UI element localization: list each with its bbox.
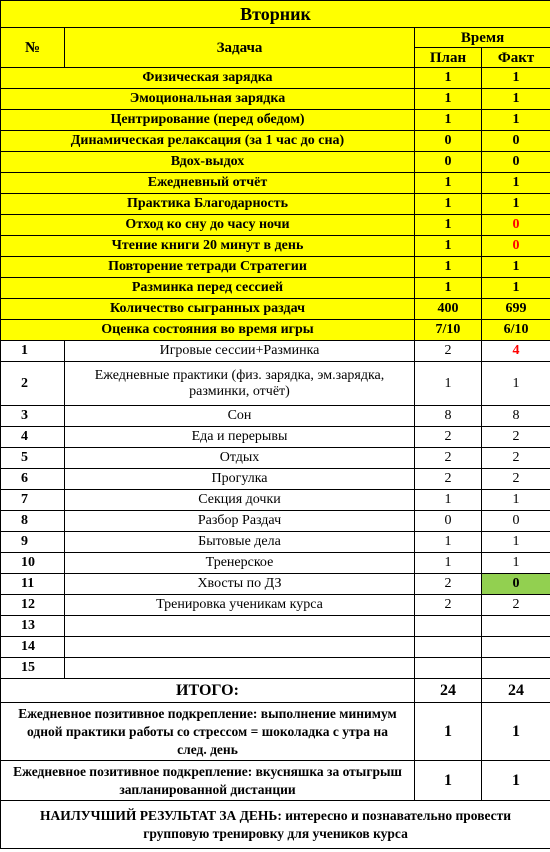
header-row-1 [1, 28, 550, 48]
total-label: ИТОГО: [1, 679, 415, 703]
habit-fact: 699 [482, 299, 550, 320]
habit-plan: 1 [415, 194, 482, 215]
habit-fact: 1 [482, 278, 550, 299]
habit-task: Чтение книги 20 минут в день [1, 236, 415, 257]
habit-task: Центрирование (перед обедом) [1, 110, 415, 131]
habit-fact: 1 [482, 68, 550, 89]
title-row [1, 1, 550, 28]
habit-task: Эмоциональная зарядка [1, 89, 415, 110]
best-result [1, 801, 550, 849]
task-fact [482, 658, 550, 679]
task-row [1, 362, 550, 406]
habit-row [1, 320, 550, 341]
task-name: Игровые сессии+Разминка [65, 341, 415, 362]
task-number: 6 [1, 469, 65, 490]
best-result-text: интересно и познавательно провести групповую тренировку для учеников курса [143, 807, 512, 841]
reinforcement-label: Ежедневное позитивное подкрепление: вкусняшка за отыгрыш запланированной дистанции [1, 761, 415, 801]
task-number: 13 [1, 616, 65, 637]
task-number: 2 [1, 362, 65, 406]
task-fact [482, 616, 550, 637]
habit-fact: 1 [482, 194, 550, 215]
task-fact: 2 [482, 595, 550, 616]
header-task: Задача [65, 28, 415, 68]
habit-row [1, 68, 550, 89]
header-plan: План [415, 48, 482, 68]
task-row [1, 511, 550, 532]
habit-plan: 1 [415, 278, 482, 299]
task-number: 1 [1, 341, 65, 362]
habit-fact: 1 [482, 89, 550, 110]
habit-task: Разминка перед сессией [1, 278, 415, 299]
reinforcement-plan: 1 [415, 761, 482, 801]
task-row [1, 448, 550, 469]
habit-fact: 0 [482, 215, 550, 236]
habit-plan: 1 [415, 215, 482, 236]
task-plan: 8 [415, 406, 482, 427]
task-plan: 2 [415, 469, 482, 490]
header-num: № [1, 28, 65, 68]
task-fact: 0 [482, 574, 550, 595]
task-fact: 8 [482, 406, 550, 427]
habit-plan: 0 [415, 152, 482, 173]
task-row [1, 532, 550, 553]
task-row [1, 595, 550, 616]
habit-row [1, 152, 550, 173]
reinforcement-plan: 1 [415, 703, 482, 761]
task-row [1, 469, 550, 490]
task-name: Ежедневные практики (физ. зарядка, эм.зарядка, разминки, отчёт) [65, 362, 415, 406]
reinforcement-row [1, 761, 550, 801]
task-number: 15 [1, 658, 65, 679]
task-name [65, 658, 415, 679]
task-row [1, 658, 550, 679]
task-plan [415, 637, 482, 658]
task-plan: 2 [415, 595, 482, 616]
task-row [1, 406, 550, 427]
habit-task: Практика Благодарность [1, 194, 415, 215]
task-name: Прогулка [65, 469, 415, 490]
habit-row [1, 173, 550, 194]
habit-plan: 1 [415, 110, 482, 131]
task-name: Отдых [65, 448, 415, 469]
habit-task: Ежедневный отчёт [1, 173, 415, 194]
task-row [1, 616, 550, 637]
task-number: 5 [1, 448, 65, 469]
task-number: 12 [1, 595, 65, 616]
reinforcement-fact: 1 [482, 703, 550, 761]
task-fact: 1 [482, 490, 550, 511]
task-row [1, 637, 550, 658]
habit-plan: 1 [415, 257, 482, 278]
habit-row [1, 278, 550, 299]
habit-plan: 1 [415, 89, 482, 110]
habit-fact: 0 [482, 152, 550, 173]
task-row [1, 553, 550, 574]
habit-task: Вдох-выдох [1, 152, 415, 173]
task-name: Разбор Раздач [65, 511, 415, 532]
task-plan: 1 [415, 553, 482, 574]
task-name: Еда и перерывы [65, 427, 415, 448]
task-name [65, 616, 415, 637]
habit-fact: 1 [482, 257, 550, 278]
habit-row [1, 236, 550, 257]
habit-task: Отход ко сну до часу ночи [1, 215, 415, 236]
task-plan: 2 [415, 427, 482, 448]
task-plan: 2 [415, 574, 482, 595]
total-row [1, 679, 550, 703]
habit-plan: 1 [415, 236, 482, 257]
best-result-label: НАИЛУЧШИЙ РЕЗУЛЬТАТ ЗА ДЕНЬ: [39, 807, 282, 823]
reinforcement-row [1, 703, 550, 761]
habit-fact: 6/10 [482, 320, 550, 341]
task-row [1, 427, 550, 448]
habit-row [1, 299, 550, 320]
header-time: Время [415, 28, 550, 48]
habit-row [1, 110, 550, 131]
habit-plan: 0 [415, 131, 482, 152]
task-plan [415, 658, 482, 679]
day-title: Вторник [1, 1, 550, 28]
task-number: 8 [1, 511, 65, 532]
reinforcement-fact: 1 [482, 761, 550, 801]
task-fact: 4 [482, 341, 550, 362]
task-fact: 2 [482, 448, 550, 469]
task-row [1, 574, 550, 595]
habit-row [1, 215, 550, 236]
habit-fact: 1 [482, 173, 550, 194]
habit-plan: 7/10 [415, 320, 482, 341]
task-plan: 2 [415, 448, 482, 469]
task-number: 3 [1, 406, 65, 427]
task-plan: 2 [415, 341, 482, 362]
task-number: 4 [1, 427, 65, 448]
task-fact: 2 [482, 469, 550, 490]
task-number: 10 [1, 553, 65, 574]
task-plan: 1 [415, 532, 482, 553]
habit-row [1, 131, 550, 152]
habit-fact: 0 [482, 236, 550, 257]
task-row [1, 341, 550, 362]
task-fact: 0 [482, 511, 550, 532]
task-fact: 1 [482, 532, 550, 553]
task-fact [482, 637, 550, 658]
total-fact: 24 [482, 679, 550, 703]
habit-task: Физическая зарядка [1, 68, 415, 89]
task-name: Секция дочки [65, 490, 415, 511]
task-name: Бытовые дела [65, 532, 415, 553]
task-name [65, 637, 415, 658]
task-name: Сон [65, 406, 415, 427]
habit-row [1, 194, 550, 215]
task-fact: 2 [482, 427, 550, 448]
habit-plan: 1 [415, 68, 482, 89]
task-name: Тренерское [65, 553, 415, 574]
task-name: Тренировка ученикам курса [65, 595, 415, 616]
total-plan: 24 [415, 679, 482, 703]
task-fact: 1 [482, 553, 550, 574]
habit-row [1, 89, 550, 110]
task-plan: 1 [415, 362, 482, 406]
best-result-row [1, 801, 550, 849]
task-name: Хвосты по ДЗ [65, 574, 415, 595]
reinforcement-label: Ежедневное позитивное подкрепление: выполнение минимум одной практики работы со стрессом = шоколадка с утра на след. день [1, 703, 415, 761]
header-fact: Факт [482, 48, 550, 68]
habit-row [1, 257, 550, 278]
habit-fact: 1 [482, 110, 550, 131]
task-fact: 1 [482, 362, 550, 406]
task-number: 7 [1, 490, 65, 511]
task-number: 14 [1, 637, 65, 658]
habit-task: Повторение тетради Стратегии [1, 257, 415, 278]
task-plan: 0 [415, 511, 482, 532]
task-number: 9 [1, 532, 65, 553]
task-plan: 1 [415, 490, 482, 511]
habit-task: Оценка состояния во время игры [1, 320, 415, 341]
habit-task: Количество сыгранных раздач [1, 299, 415, 320]
task-row [1, 490, 550, 511]
habit-plan: 1 [415, 173, 482, 194]
habit-plan: 400 [415, 299, 482, 320]
task-plan [415, 616, 482, 637]
habit-fact: 0 [482, 131, 550, 152]
task-number: 11 [1, 574, 65, 595]
habit-task: Динамическая релаксация (за 1 час до сна) [1, 131, 415, 152]
